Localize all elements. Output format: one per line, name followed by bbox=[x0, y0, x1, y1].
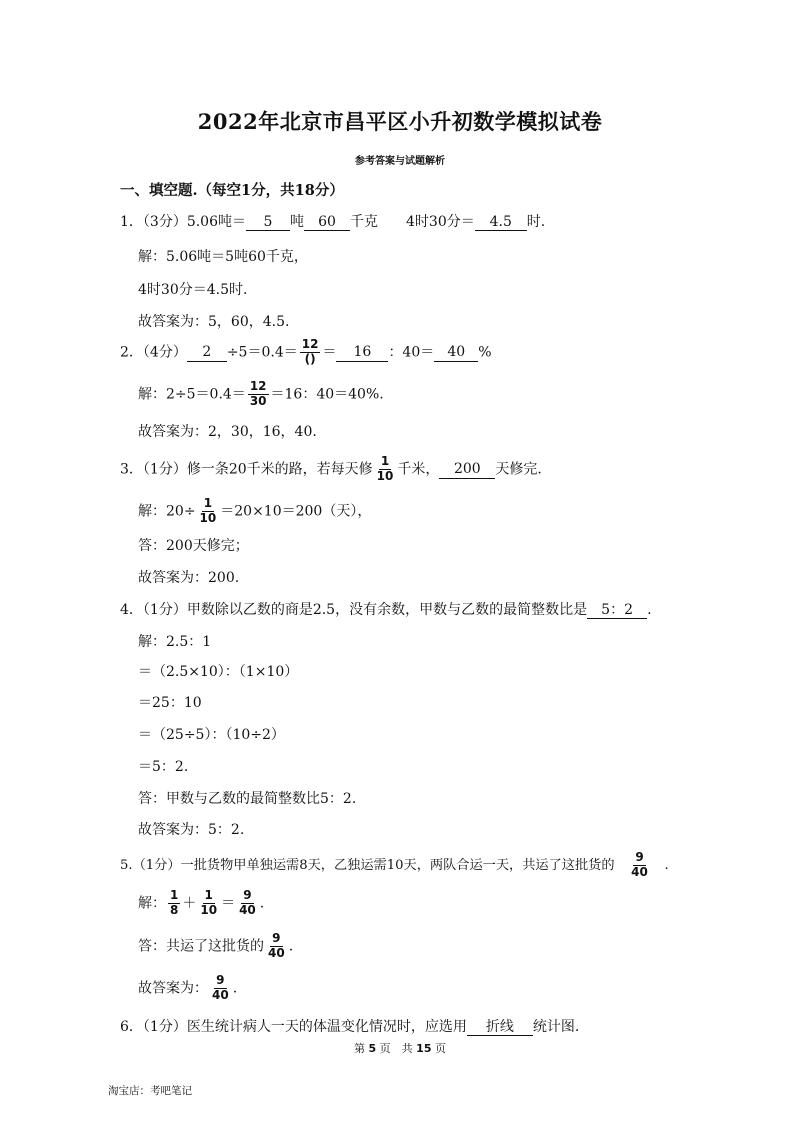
q3-stem: 3．（1分）修一条20千米的路，若每天修 bbox=[120, 461, 373, 478]
fraction-denominator: 10 bbox=[376, 468, 394, 483]
q2-final-answer: 故答案为：2，30，16，40. bbox=[138, 424, 317, 440]
q5-answer-fraction bbox=[629, 851, 650, 880]
section-heading: 一、填空题.（每空1分，共18分） bbox=[120, 182, 344, 199]
q1-text: 千克 4时30分＝ bbox=[350, 214, 475, 230]
q4-text: . bbox=[647, 602, 652, 618]
q1-final-answer: 故答案为：5，60，4.5. bbox=[138, 314, 290, 330]
q1-blank-1: 5 bbox=[246, 215, 290, 231]
q5-solution-label: 解： bbox=[138, 895, 166, 912]
question-2 bbox=[120, 338, 492, 367]
fraction-denominator: 10 bbox=[199, 510, 217, 525]
q5-fraction-b bbox=[198, 889, 219, 918]
equals-sign: ＝ bbox=[221, 895, 236, 912]
footer-text: 页 共 bbox=[379, 1042, 413, 1055]
footer-text: 页 bbox=[434, 1042, 446, 1055]
fraction-denominator: 10 bbox=[200, 902, 218, 917]
fraction-numerator: 9 bbox=[272, 931, 281, 945]
shop-watermark: 淘宝店：考吧笔记 bbox=[108, 1085, 192, 1097]
question-5 bbox=[120, 851, 669, 880]
q5-final-answer bbox=[138, 974, 237, 1003]
q5-stem: 5.（1分）一批货物甲单独运需8天，乙独运需10天，两队合运一天，共运了这批货的 bbox=[120, 857, 615, 873]
q2-blank-2: 16 bbox=[336, 345, 388, 361]
fraction-numerator: 12 bbox=[249, 379, 267, 393]
fraction-denominator: 8 bbox=[170, 902, 179, 917]
q2-text: ÷5＝0.4＝ bbox=[226, 344, 298, 361]
total-pages: 15 bbox=[416, 1042, 432, 1055]
q2-text: ：40＝ bbox=[388, 344, 435, 361]
q1-stem: 1．（3分）5.06吨＝ bbox=[120, 214, 246, 230]
q3-answer: 答：200天修完； bbox=[138, 538, 249, 554]
q2-text: ＝ bbox=[322, 344, 337, 361]
q1-text: 时. bbox=[526, 214, 546, 230]
question-6 bbox=[120, 1016, 579, 1036]
q5-answer-frac bbox=[266, 932, 287, 961]
q6-text: 统计图. bbox=[532, 1019, 580, 1035]
q4-stem: 4．（1分）甲数除以乙数的商是2.5，没有余数，甲数与乙数的最简整数比是 bbox=[120, 602, 588, 618]
q1-blank-2: 60 bbox=[304, 215, 350, 231]
q1-blank-3: 4.5 bbox=[475, 215, 527, 231]
q5-solution-line bbox=[138, 889, 264, 918]
q4-step: ＝25：10 bbox=[138, 695, 202, 711]
fraction-numerator: 1 bbox=[380, 454, 390, 468]
fraction-numerator: 9 bbox=[216, 973, 225, 987]
fraction-numerator: 1 bbox=[170, 888, 179, 902]
q2-blank-3: 40 bbox=[434, 345, 478, 361]
fraction-denominator: 40 bbox=[631, 864, 648, 879]
q2-text: % bbox=[478, 344, 492, 361]
fraction-numerator: 1 bbox=[203, 496, 213, 510]
fraction-numerator: 9 bbox=[243, 888, 252, 902]
fraction-denominator: 40 bbox=[268, 945, 285, 960]
fraction-numerator: 1 bbox=[204, 888, 213, 902]
q3-blank: 200 bbox=[439, 462, 495, 478]
q3-solution-line bbox=[138, 497, 371, 526]
page-footer bbox=[0, 1040, 800, 1056]
plus-sign: ＋ bbox=[182, 895, 197, 912]
q5-answer bbox=[138, 932, 293, 961]
q3-solution-fraction bbox=[198, 497, 219, 526]
fraction-denominator: () bbox=[304, 351, 316, 366]
q3-text: 天修完. bbox=[495, 461, 542, 478]
question-4 bbox=[120, 599, 652, 619]
q4-answer: 答：甲数与乙数的最简整数比5：2. bbox=[138, 791, 357, 807]
q6-stem: 6．（1分）医生统计病人一天的体温变化情况时，应选用 bbox=[120, 1019, 467, 1035]
q3-text: 千米， bbox=[397, 461, 440, 478]
q1-solution-line: 4时30分＝4.5时. bbox=[138, 282, 248, 298]
q5-answer-text: 答：共运了这批货的 bbox=[138, 938, 264, 955]
q5-fraction-result bbox=[237, 889, 258, 918]
q4-step: ＝5：2. bbox=[138, 759, 189, 775]
q3-solution-text: ＝20×10＝200（天）， bbox=[220, 503, 372, 520]
fraction-numerator: 12 bbox=[301, 337, 319, 351]
q2-fraction bbox=[300, 338, 321, 367]
question-3 bbox=[120, 455, 542, 484]
q5-text: . bbox=[259, 895, 265, 912]
fraction-denominator: 40 bbox=[212, 987, 229, 1002]
q5-blank bbox=[615, 851, 665, 880]
q3-solution-text: 解：20÷ bbox=[138, 503, 196, 520]
q2-solution-text: ＝16：40＝40%. bbox=[270, 386, 384, 403]
q1-solution-line: 解：5.06吨＝5吨60千克， bbox=[138, 249, 308, 265]
q1-text: 吨 bbox=[290, 214, 304, 230]
q4-blank: 5：2 bbox=[587, 603, 647, 619]
q4-step: ＝（25÷5）：（10÷2） bbox=[138, 727, 285, 743]
page-subtitle: 参考答案与试题解析 bbox=[355, 156, 445, 167]
q4-step: ＝（2.5×10）：（1×10） bbox=[138, 664, 299, 680]
q5-final-frac bbox=[210, 974, 231, 1003]
q3-final-answer: 故答案为：200. bbox=[138, 570, 240, 586]
q4-step: 解：2.5：1 bbox=[138, 634, 212, 650]
page-number: 5 bbox=[368, 1042, 377, 1055]
q2-blank-1: 2 bbox=[187, 345, 227, 361]
q2-stem: 2．（4分） bbox=[120, 344, 187, 361]
fraction-denominator: 30 bbox=[249, 393, 267, 408]
q2-solution-fraction bbox=[248, 380, 269, 409]
footer-text: 第 bbox=[354, 1042, 366, 1055]
q5-text: . bbox=[664, 857, 669, 873]
q5-text: . bbox=[232, 980, 238, 997]
fraction-denominator: 40 bbox=[239, 902, 256, 917]
question-1 bbox=[120, 211, 545, 231]
q3-fraction bbox=[375, 455, 396, 484]
q2-solution-text: 解：2÷5＝0.4＝ bbox=[138, 386, 246, 403]
q5-text: . bbox=[288, 938, 294, 955]
q6-blank: 折线 bbox=[467, 1020, 533, 1036]
q4-final-answer: 故答案为：5：2. bbox=[138, 822, 245, 838]
fraction-numerator: 9 bbox=[635, 850, 644, 864]
page-title: 2022年北京市昌平区小升初数学模拟试卷 bbox=[197, 109, 603, 134]
q5-fraction-a bbox=[168, 889, 180, 918]
q5-final-text: 故答案为： bbox=[138, 980, 208, 997]
q2-solution-line bbox=[138, 380, 384, 409]
